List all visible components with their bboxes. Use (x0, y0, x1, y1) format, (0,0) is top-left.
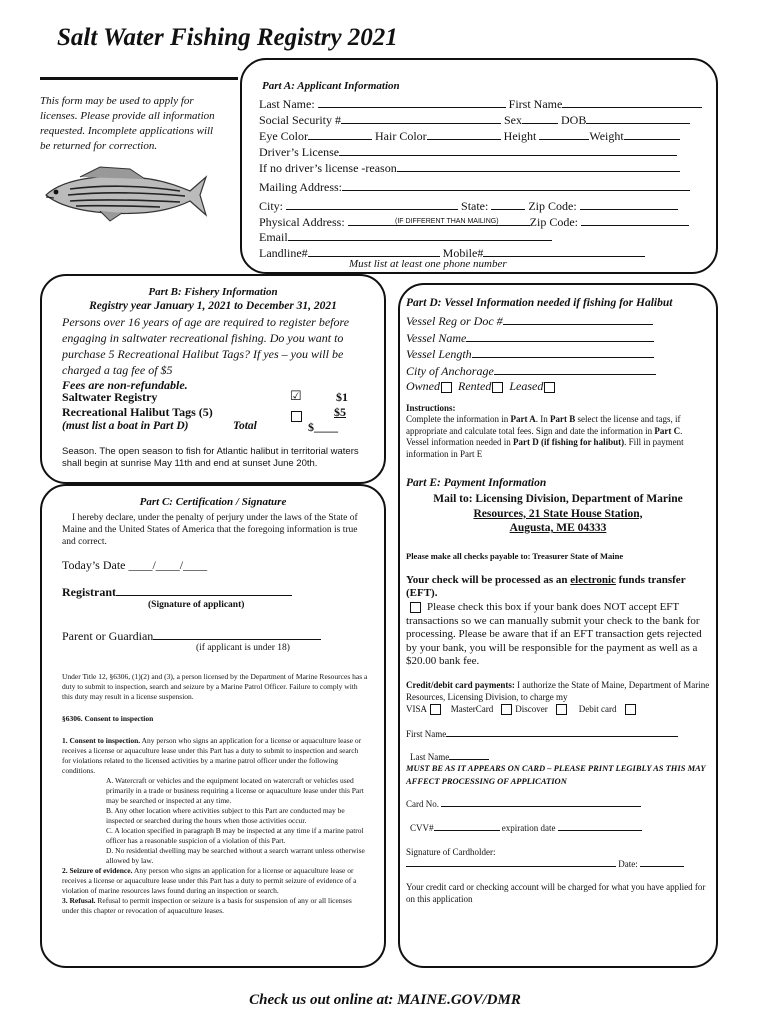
sex-field[interactable] (522, 112, 558, 124)
total-label: Total (233, 420, 257, 432)
vessel-length-row: Vessel Length (406, 346, 656, 363)
landline-field[interactable] (308, 245, 440, 257)
part-d-heading: Part D: Vessel Information needed if fishing for Halibut (406, 297, 673, 309)
total-value[interactable]: $____ (308, 420, 338, 434)
rented-checkbox[interactable] (492, 382, 503, 393)
under18-note: (if applicant is under 18) (196, 643, 290, 653)
striped-bass-icon (40, 165, 210, 225)
visa-checkbox[interactable] (430, 704, 441, 715)
halibut-checkbox[interactable] (291, 411, 302, 422)
ownership-row: Owned Rented Leased (406, 379, 656, 395)
sig-applicant-note: (Signature of applicant) (148, 600, 245, 610)
payable-note: Please make all checks payable to: Treasurer State of Maine (406, 551, 624, 561)
if-different-note: (IF DIFFERENT THAN MAILING) (395, 218, 499, 225)
cardholder-sig-label: Signature of Cardholder: (406, 847, 496, 857)
no-license-reason-field[interactable] (397, 160, 680, 172)
footer-link[interactable]: Check us out online at: MAINE.GOV/DMR (249, 992, 521, 1008)
title-rule (40, 77, 238, 80)
eft-text: Please check this box if your bank does NOT accept EFT transactions so we can manually submit your check to the bank for processing. Please be aware that if an EFT transaction gets rejected by your bank, you will be responsible for the payment as well as a $20.00 bank fee. (406, 601, 702, 667)
mailing-row: Mailing Address: (259, 179, 702, 195)
no-dl-row: If no driver’s license -reason (259, 160, 702, 176)
registrant-row: Registrant (62, 584, 292, 600)
last-first-row: Last Name: First Name (259, 96, 702, 112)
guardian-signature-field[interactable] (153, 628, 321, 640)
registry-year: Registry year January 1, 2021 to December 31, 2021 (89, 300, 337, 312)
cvv-row: CVV# expiration date (410, 822, 642, 833)
leased-checkbox[interactable] (544, 382, 555, 393)
registry-price: $1 (336, 390, 348, 404)
phone-row: Landline# Mobile# (259, 245, 645, 261)
physical-row: Eye Color Hair Color Height Weight (259, 128, 702, 144)
part-a-section (240, 58, 718, 274)
hair-color-field[interactable] (427, 128, 501, 140)
card-authorization: Credit/debit card payments: I authorize the State of Maine, Department of Marine Resources, Licensing Division, to charge my (406, 680, 710, 702)
card-number-field[interactable] (441, 798, 641, 807)
intro-text: This form may be used to apply for licenses. Please provide all information requested. Incomplete applications will be returned for correction. (40, 95, 215, 152)
instructions-heading: Instructions: (406, 403, 456, 413)
halibut-label: Recreational Halibut Tags (5) (62, 405, 213, 419)
anchorage-field[interactable] (494, 363, 656, 375)
title12-text: Under Title 12, §6306, (1)(2) and (3), a person licensed by the Department of Marine Resources has a duty to submit to inspection, search and seizure by a Marine Patrol Officer. Failure to comply with this duty may result in a license suspension. (62, 672, 368, 701)
physical-zip-field[interactable] (581, 214, 689, 226)
no-eft-checkbox[interactable] (410, 602, 421, 613)
first-name-row: First Name (406, 728, 678, 739)
physical-address-row: Physical Address: Zip Code: (259, 214, 702, 230)
non-refundable: Fees are non-refundable. (62, 378, 188, 392)
cardholder-date-field[interactable] (640, 858, 684, 867)
vessel-reg-row: Vessel Reg or Doc # (406, 313, 656, 330)
part-b-section (40, 274, 386, 484)
discover-checkbox[interactable] (556, 704, 567, 715)
registry-label: Saltwater Registry (62, 390, 158, 404)
halibut-price: $5 (334, 405, 346, 419)
mailing-address-field[interactable] (342, 179, 690, 191)
card-last-name-field[interactable] (449, 751, 489, 760)
charge-note: Your credit card or checking account will be charged for what you have applied for on this application (406, 882, 706, 904)
eft-heading: Your check will be processed as an electronic funds transfer (EFT). (406, 574, 686, 599)
height-field[interactable] (539, 128, 589, 140)
part-e-heading: Part E: Payment Information (406, 477, 547, 489)
state-field[interactable] (491, 198, 525, 210)
todays-date[interactable]: Today’s Date ____/____/____ (62, 558, 208, 572)
part-c-section (40, 484, 386, 968)
part-b-body: Persons over 16 years of age are required to register before engaging in saltwater recreational fishing. Do you want to purchase 5 Recreational Halibut Tags? If yes – you will be charged a tag fee of $5 (62, 315, 350, 377)
consent-text: 1. Consent to inspection. Any person who signs an application for a license or aquaculture lease or receives a license or aquaculture lease under this Part has a duty to submit to inspection and search for violations related to the licensed activities by a marine patrol officer under the following conditions. A. Watercraft or vehicles and the equipment located on watercraft or vehicles used primarily in a trade or business requiring a license or aquaculture lease under this Part may be searched or inspected at any time. B. Any other location where activities subject to this Part are conducted may be inspected or searched during the hours when those activities occur. C. A location specified in paragraph B may be inspected at any time if a marine patrol officer has a reasonable suspicion of a violation of this Part. D. No residential dwelling may be searched without a search warrant unless otherwise allowed by law. 2. Seizure of evidence. Any person who signs an application for a license or aquaculture lease or receives a license or aquaculture lease under this Part has a duty to permit seizure of evidence of a violation of marine resources laws found during an inspection or search. 3. Refusal. Refusal to permit inspection or seizure is a basis for suspension of any or all licenses under this chapter or revocation of aquaculture leases. (62, 736, 365, 915)
email-row: Email (259, 229, 645, 245)
last-name-field[interactable] (318, 96, 506, 108)
eye-color-field[interactable] (308, 128, 372, 140)
vessel-length-field[interactable] (472, 346, 654, 358)
instructions-text: Complete the information in Part A. In Part B select the license and tags, if appropriate and calculate total fees. Sign and date the information in Part C. Vessel information needed in Part D (if fishing for halibut). Fill in payment information in Part E (406, 414, 684, 459)
weight-field[interactable] (624, 128, 680, 140)
print-legibly-note: MUST BE AS IT APPEARS ON CARD – PLEASE PRINT LEGIBLY AS THIS MAY AFFECT PROCESSING OF APPLICATION (406, 763, 706, 786)
mail-to-address: Mail to: Licensing Division, Department of Marine Resources, 21 State House Station, Augusta, ME 04333 (433, 493, 683, 534)
part-b-heading: Part B: Fishery Information (148, 286, 278, 298)
card-no-row: Card No. (406, 798, 641, 809)
card-first-name-field[interactable] (446, 728, 678, 737)
zip-field[interactable] (580, 198, 678, 210)
card-type-row: VISA MasterCard Discover Debit card (406, 704, 639, 715)
vessel-name-row: Vessel Name (406, 330, 656, 347)
guardian-row: Parent or Guardian (62, 628, 321, 644)
declaration: I hereby declare, under the penalty of perjury under the laws of the State of Maine and the United States of America that the foregoing information is true and correct. (62, 513, 358, 547)
part-a-heading: Part A: Applicant Information (262, 80, 400, 92)
first-name-field[interactable] (562, 96, 702, 108)
vessel-name-field[interactable] (466, 330, 654, 342)
part-c-heading: Part C: Certification / Signature (139, 496, 287, 508)
anchorage-row: City of Anchorage (406, 363, 656, 380)
phone-note: Must list at least one phone number (349, 258, 507, 270)
debit-checkbox[interactable] (625, 704, 636, 715)
registry-checkbox[interactable]: ☑ (290, 388, 302, 403)
ssn-row: Social Security # Sex DOB (259, 112, 702, 128)
mobile-field[interactable] (483, 245, 645, 257)
page-title: Salt Water Fishing Registry 2021 (57, 24, 398, 51)
cardholder-sig-row: Date: (406, 858, 684, 869)
dob-field[interactable] (586, 112, 690, 124)
part-d-e-section (398, 283, 718, 968)
ssn-field[interactable] (341, 112, 501, 124)
vessel-reg-field[interactable] (503, 313, 653, 325)
season-note: Season. The open season to fish for Atlantic halibut in territorial waters shall begin at sunrise May 11th and end at sunset June 20th. (62, 446, 359, 469)
boat-note: (must list a boat in Part D) (62, 420, 189, 432)
last-name-row: Last Name (410, 751, 489, 762)
registrant-signature-field[interactable] (116, 584, 292, 596)
owned-checkbox[interactable] (441, 382, 452, 393)
email-field[interactable] (288, 229, 552, 241)
cardholder-signature-field[interactable] (406, 858, 616, 867)
city-row: City: State: Zip Code: (259, 198, 702, 214)
city-field[interactable] (286, 198, 458, 210)
mastercard-checkbox[interactable] (501, 704, 512, 715)
dl-row: Driver’s License (259, 144, 702, 160)
cvv-field[interactable] (434, 822, 500, 831)
consent-heading: §6306. Consent to inspection (62, 714, 154, 723)
expiration-field[interactable] (558, 822, 642, 831)
drivers-license-field[interactable] (339, 144, 677, 156)
